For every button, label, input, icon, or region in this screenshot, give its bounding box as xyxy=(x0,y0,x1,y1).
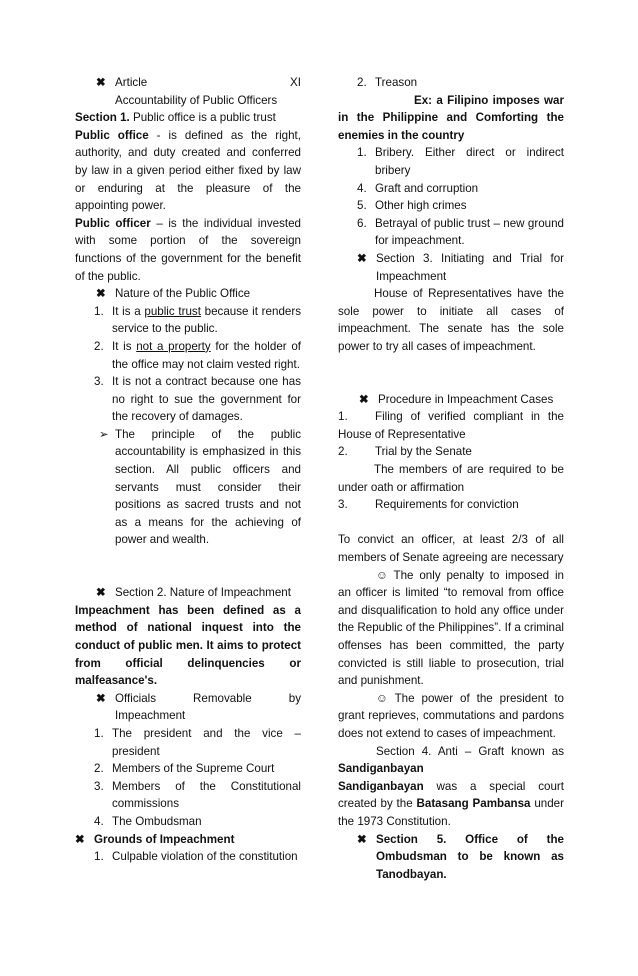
item-text: for the holder of the office may not claim vested right. xyxy=(112,339,301,371)
cross-icon: ✖ xyxy=(357,832,367,846)
item-text: Requirements for conviction xyxy=(375,498,519,512)
list-number: 2. xyxy=(357,76,367,89)
list-number: 1. xyxy=(94,304,104,318)
grounds-heading xyxy=(75,831,301,849)
article-heading xyxy=(75,74,301,109)
batasang-pambansa-term: Batasang Pambansa xyxy=(416,797,531,811)
item-text: The Ombudsman xyxy=(112,814,202,828)
list-number: 4. xyxy=(94,814,104,828)
principle-text: The principle of the public accountability is emphasized in this section. All public officers and servants must consider their positions as sacred trusts and not as a means for the achieving of power and wealth. xyxy=(115,427,301,547)
section-3-text: House of Representatives have the sole power to initiate all cases of impeachment. The senate has the sole power to try all cases of impeachment. xyxy=(338,287,564,353)
list-item xyxy=(75,848,301,866)
list-number: 4. xyxy=(357,181,367,195)
list-item xyxy=(338,215,564,250)
principle-bullet xyxy=(75,426,301,549)
left-column xyxy=(75,74,301,866)
cross-icon: ✖ xyxy=(357,251,367,265)
underlined-term: public trust xyxy=(144,304,201,318)
item-text: It is a xyxy=(112,304,145,318)
list-number: 3. xyxy=(338,498,348,512)
list-item xyxy=(75,303,301,338)
section-2-heading xyxy=(75,584,301,602)
item-text: It is not a contract because one has no right to sue the government for the recovery of damages. xyxy=(112,375,301,424)
procedure-3 xyxy=(338,496,564,514)
list-item xyxy=(338,74,564,92)
item-text: Members of the Supreme Court xyxy=(112,762,275,776)
section-4-text: Section 4. Anti – Graft known as xyxy=(376,744,564,758)
item-text: Filing of verified compliant in the House of Representative xyxy=(338,410,564,441)
arrow-icon: ➢ xyxy=(99,427,109,441)
section-1-label: Section 1. xyxy=(75,111,130,125)
item-text: Culpable violation of the constitution xyxy=(112,850,298,864)
article-title: Accountability of Public Officers xyxy=(115,93,278,107)
section-4 xyxy=(338,743,564,778)
grounds-heading-text: Grounds of Impeachment xyxy=(94,832,235,846)
procedure-2-sub: The members of are required to be under oath or affirmation xyxy=(338,463,564,494)
item-text: Other high crimes xyxy=(375,199,467,213)
impeachment-definition: Impeachment has been defined as a method of national inquest into the conduct of public men. It aims to protect from official delinquencies or malfeasance's. xyxy=(75,603,301,688)
sandiganbayan-term: Sandiganbayan xyxy=(338,779,424,793)
underlined-term: not a property xyxy=(136,339,211,353)
list-number: 1. xyxy=(94,726,104,740)
public-office-term: Public office xyxy=(75,128,149,142)
public-officer-definition xyxy=(75,215,301,285)
article-number: XI xyxy=(290,76,301,89)
convict-text: To convict an officer, at least 2/3 of all members of Senate agreeing are necessary xyxy=(338,533,564,565)
item-text: Bribery. Either direct or indirect bribery xyxy=(375,146,564,177)
cross-icon: ✖ xyxy=(96,586,106,600)
officials-heading xyxy=(75,690,301,725)
list-number: 6. xyxy=(357,216,367,230)
section-4-bold: Sandiganbayan xyxy=(338,762,424,776)
list-item xyxy=(338,180,564,198)
cross-icon: ✖ xyxy=(96,76,106,89)
nature-heading xyxy=(75,285,301,303)
article-label: Article xyxy=(115,76,148,89)
public-officer-term: Public officer xyxy=(75,216,151,230)
list-item xyxy=(338,144,564,179)
procedure-heading-text: Procedure in Impeachment Cases xyxy=(378,392,554,406)
list-item xyxy=(75,725,301,760)
sandiganbayan-text xyxy=(338,778,564,831)
section-1 xyxy=(75,109,301,127)
item-text: Members of the Constitutional commissions xyxy=(112,779,301,811)
list-number: 1. xyxy=(94,850,104,864)
example-text: Ex: a Filipino imposes war in the Philippine and Comforting the enemies in the country xyxy=(338,93,564,142)
cross-icon: ✖ xyxy=(75,832,85,846)
item-text: Betrayal of public trust – new ground for impeachment. xyxy=(375,216,564,248)
officials-heading-text: Officials Removable by Impeachment xyxy=(115,691,301,723)
list-item xyxy=(75,373,301,426)
section-5-heading xyxy=(338,831,564,884)
power-text: ☺ The power of the president to grant reprieves, commutations and pardons does not extend to cases of impeachment. xyxy=(338,691,564,740)
list-number: 3. xyxy=(94,779,104,793)
penalty-text: ☺ The only penalty to imposed in an officer is limited “to removal from office and disqualification to hold any office under the Republic of the Philippines”. If a criminal offenses has been committed, the party convicted is still liable to prosecution, trial and punishment. xyxy=(338,568,564,688)
list-number: 1. xyxy=(338,410,348,424)
sandiganbayan-text-1: was a special court created by the xyxy=(338,779,564,811)
list-number: 5. xyxy=(357,199,367,213)
cross-icon: ✖ xyxy=(96,691,106,705)
list-item xyxy=(75,338,301,373)
list-number: 3. xyxy=(94,375,104,389)
public-office-def: - is defined as the right, authority, and duty created and conferred by law in a given period either fixed by law or enduring at the pleasure of the appointing power. xyxy=(75,128,302,213)
list-item xyxy=(75,760,301,778)
item-text: Treason xyxy=(375,76,418,89)
section-3-heading xyxy=(338,250,564,285)
item-text: Graft and corruption xyxy=(375,181,479,195)
section-2-heading-text: Section 2. Nature of Impeachment xyxy=(115,586,291,600)
list-number: 2. xyxy=(338,445,348,459)
list-item xyxy=(75,813,301,831)
item-text: Trial by the Senate xyxy=(375,445,472,459)
list-item xyxy=(338,197,564,215)
sandiganbayan-text-2: under the 1973 Constitution. xyxy=(338,797,564,828)
nature-heading-text: Nature of the Public Office xyxy=(115,287,251,301)
item-text: because it renders service to the public. xyxy=(112,304,301,336)
item-text: The president and the vice – president xyxy=(112,726,301,758)
list-number: 2. xyxy=(94,762,104,776)
cross-icon: ✖ xyxy=(96,287,106,301)
procedure-heading xyxy=(338,391,564,409)
right-column xyxy=(338,74,564,883)
section-1-text: Public office is a public trust xyxy=(129,111,276,125)
procedure-2 xyxy=(338,443,564,461)
list-number: 2. xyxy=(94,339,104,353)
section-5-text: Section 5. Office of the Ombudsman to be known as Tanodbayan. xyxy=(376,832,564,881)
public-officer-def: – is the individual invested with some portion of the sovereign functions of the government for the benefit of the public. xyxy=(75,216,301,283)
section-3-heading-text: Section 3. Initiating and Trial for Impeachment xyxy=(376,251,564,283)
procedure-1 xyxy=(338,408,564,443)
item-text: It is xyxy=(112,339,137,353)
cross-icon: ✖ xyxy=(359,392,369,406)
public-office-definition xyxy=(75,127,301,215)
list-number: 1. xyxy=(357,146,367,160)
list-item xyxy=(75,778,301,813)
